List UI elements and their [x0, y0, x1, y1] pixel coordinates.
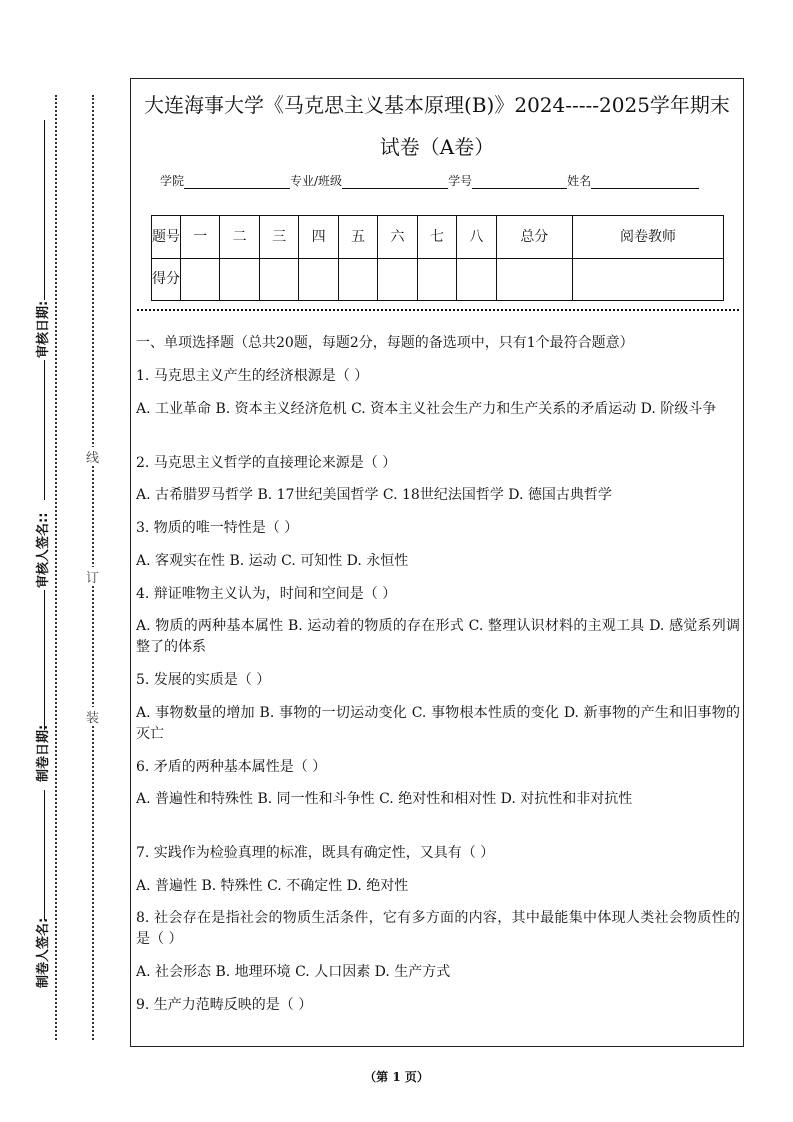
table-row: [152, 216, 724, 259]
score-cell[interactable]: [496, 258, 572, 301]
question-7: 7. 实践作为检验真理的标准，既具有确定性，又具有（ ）: [136, 845, 495, 861]
score-cell[interactable]: [259, 258, 298, 301]
student-info: [160, 172, 699, 189]
maker-sign-label: 制卷人签名:: [36, 917, 51, 988]
reviewer-sign-label: 审核人签名::: [36, 512, 51, 588]
question-3: 3. 物质的唯一特性是（ ）: [136, 520, 299, 536]
bind-mark-line: 线: [86, 447, 99, 466]
col-header: 七: [417, 216, 456, 259]
table-row: [152, 258, 724, 301]
major-field[interactable]: [342, 174, 448, 189]
answer-7: A. 普遍性 B. 特殊性 C. 不确定性 D. 绝对性: [136, 878, 409, 894]
answer-3: A. 客观实在性 B. 运动 C. 可知性 D. 永恒性: [136, 553, 409, 569]
bind-mark-staple: 订: [86, 567, 99, 586]
question-4: 4. 辩证唯物主义认为，时间和空间是（ ）: [136, 586, 397, 602]
row-label: 题号: [152, 216, 181, 259]
question-8: 8. 社会存在是指社会的物质生活条件，它有多方面的内容，其中最能集中体现人类社会物质性的是（ ）: [136, 910, 740, 947]
dotted-divider: [137, 309, 739, 311]
maker-sign-line: [44, 790, 45, 920]
score-cell[interactable]: [299, 258, 338, 301]
answer-2: A. 古希腊罗马哲学 B. 17世纪美国哲学 C. 18世纪法国哲学 D. 德国古典哲学: [136, 487, 612, 503]
name-field[interactable]: [591, 174, 699, 189]
answer-1: A. 工业革命 B. 资本主义经济危机 C. 资本主义社会生产力和生产关系的矛盾运动 D. 阶级斗争: [136, 401, 717, 417]
answer-8: A. 社会形态 B. 地理环境 C. 人口因素 D. 生产方式: [136, 964, 451, 980]
name-label: 姓名: [567, 174, 592, 188]
student-id-label: 学号: [448, 174, 473, 188]
score-cell[interactable]: [417, 258, 456, 301]
review-date-label: 审核日期:: [36, 300, 51, 358]
page-number: （第 1 页）: [364, 1070, 429, 1084]
col-header: 一: [181, 216, 220, 259]
question-5: 5. 发展的实质是（ ）: [136, 672, 271, 688]
question-6: 6. 矛盾的两种基本属性是（ ）: [136, 759, 327, 775]
row-label: 得分: [152, 258, 181, 301]
reviewer-sign-line: [44, 360, 45, 500]
question-1: 1. 马克思主义产生的经济根源是（ ）: [136, 368, 369, 384]
review-date-line: [44, 120, 45, 300]
col-header: 二: [220, 216, 259, 259]
answer-4: A. 物质的两种基本属性 B. 运动着的物质的存在形式 C. 整理认识材料的主观工具 D. 感觉系列调整了的体系: [136, 618, 740, 655]
answer-5: A. 事物数量的增加 B. 事物的一切运动变化 C. 事物根本性质的变化 D. 新事物的产生和旧事物的灭亡: [136, 705, 740, 742]
col-header: 阅卷教师: [573, 216, 724, 259]
maker-date-label: 制卷日期:: [36, 724, 51, 782]
col-header: 三: [259, 216, 298, 259]
score-cell[interactable]: [181, 258, 220, 301]
score-cell[interactable]: [220, 258, 259, 301]
question-9: 9. 生产力范畴反映的是（ ）: [136, 997, 313, 1013]
section-heading: 一、单项选择题（总共20题，每题2分，每题的备选项中，只有1个最符合题意）: [136, 335, 634, 351]
college-label: 学院: [160, 174, 185, 188]
maker-date-line: [44, 590, 45, 730]
student-id-field[interactable]: [472, 174, 567, 189]
bind-mark-bind: 装: [86, 707, 99, 726]
col-header: 总分: [496, 216, 572, 259]
score-table: [151, 215, 724, 301]
col-header: 四: [299, 216, 338, 259]
score-cell[interactable]: [573, 258, 724, 301]
answer-6: A. 普遍性和特殊性 B. 同一性和斗争性 C. 绝对性和相对性 D. 对抗性和非对抗性: [136, 791, 633, 807]
question-2: 2. 马克思主义哲学的直接理论来源是（ ）: [136, 455, 397, 471]
score-cell[interactable]: [338, 258, 377, 301]
col-header: 八: [457, 216, 496, 259]
college-field[interactable]: [184, 174, 290, 189]
col-header: 六: [378, 216, 417, 259]
score-cell[interactable]: [378, 258, 417, 301]
exam-subtitle: 试卷（A卷）: [379, 135, 495, 159]
major-label: 专业/班级: [290, 174, 343, 188]
score-cell[interactable]: [457, 258, 496, 301]
col-header: 五: [338, 216, 377, 259]
exam-title: 大连海事大学《马克思主义基本原理(B)》2024-----2025学年期末: [144, 93, 730, 117]
seal-dotted-line: [55, 95, 57, 1040]
